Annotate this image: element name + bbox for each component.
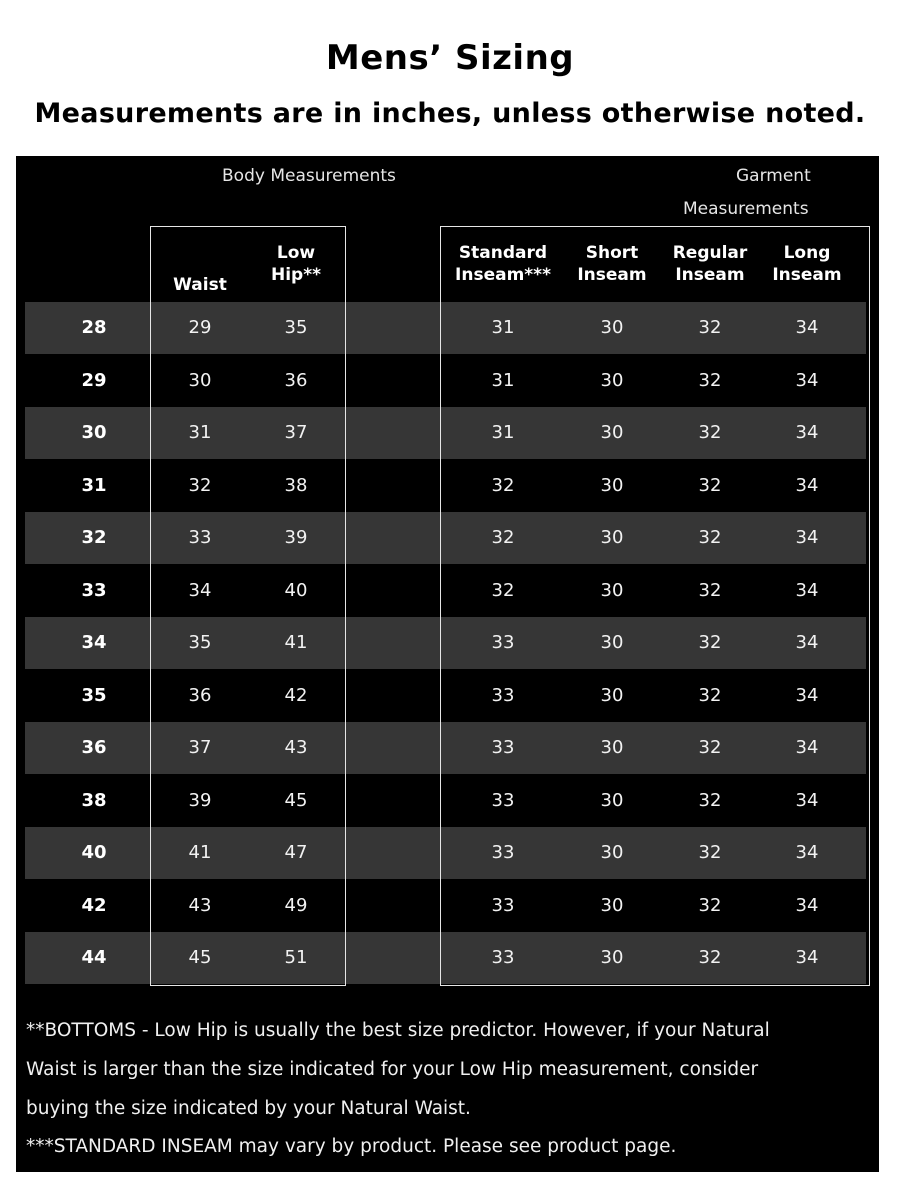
cell-short-inseam: 30 <box>600 369 624 391</box>
cell-low-hip: 43 <box>284 737 308 758</box>
cell-size: 30 <box>81 422 107 443</box>
cell-size: 35 <box>81 684 107 706</box>
column-header-short-inseam <box>572 242 652 286</box>
cell-size: 40 <box>81 842 107 863</box>
cell-standard-inseam: 33 <box>491 789 515 811</box>
cell-short-inseam: 30 <box>600 789 624 811</box>
cell-size: 29 <box>81 369 107 391</box>
cell-size: 38 <box>81 789 107 811</box>
cell-size: 44 <box>81 947 107 968</box>
cell-low-hip: 47 <box>284 842 308 863</box>
column-header-standard-inseam-line2: Inseam*** <box>455 265 551 285</box>
cell-waist: 31 <box>188 422 212 443</box>
cell-long-inseam: 34 <box>795 474 819 496</box>
cell-waist: 29 <box>188 317 212 338</box>
cell-short-inseam: 30 <box>600 947 624 968</box>
cell-waist: 41 <box>188 842 212 863</box>
cell-standard-inseam: 32 <box>491 579 515 601</box>
cell-low-hip: 51 <box>284 947 308 968</box>
cell-long-inseam: 34 <box>795 317 819 338</box>
cell-waist: 33 <box>188 527 212 548</box>
cell-waist: 35 <box>188 632 212 653</box>
cell-short-inseam: 30 <box>600 684 624 706</box>
cell-low-hip: 41 <box>284 632 308 653</box>
cell-long-inseam: 34 <box>795 737 819 758</box>
cell-standard-inseam: 33 <box>491 737 515 758</box>
cell-size: 28 <box>81 317 107 338</box>
cell-regular-inseam: 32 <box>698 789 722 811</box>
cell-long-inseam: 34 <box>795 579 819 601</box>
cell-waist: 30 <box>188 369 212 391</box>
column-header-long-inseam-line1: Long <box>783 243 831 263</box>
cell-long-inseam: 34 <box>795 947 819 968</box>
cell-standard-inseam: 32 <box>491 527 515 548</box>
cell-long-inseam: 34 <box>795 369 819 391</box>
cell-size: 42 <box>81 894 107 916</box>
column-header-regular-inseam <box>665 242 755 286</box>
column-header-standard-inseam-line1: Standard <box>458 243 548 263</box>
cell-regular-inseam: 32 <box>698 947 722 968</box>
cell-short-inseam: 30 <box>600 737 624 758</box>
cell-short-inseam: 30 <box>600 894 624 916</box>
cell-standard-inseam: 33 <box>491 842 515 863</box>
cell-short-inseam: 30 <box>600 579 624 601</box>
cell-standard-inseam: 33 <box>491 684 515 706</box>
column-header-low-hip-line1: Low <box>276 243 316 263</box>
footnote-line-4: ***STANDARD INSEAM may vary by product. Please see product page. <box>26 1136 677 1157</box>
cell-long-inseam: 34 <box>795 789 819 811</box>
cell-waist: 37 <box>188 737 212 758</box>
cell-standard-inseam: 31 <box>491 317 515 338</box>
garment-measurements-label-line2: Measurements <box>683 199 809 219</box>
cell-regular-inseam: 32 <box>698 579 722 601</box>
cell-waist: 32 <box>188 474 212 496</box>
garment-measurements-label-line1: Garment <box>736 166 811 186</box>
cell-regular-inseam: 32 <box>698 684 722 706</box>
cell-standard-inseam: 33 <box>491 947 515 968</box>
footnote-line-2: Waist is larger than the size indicated for your Low Hip measurement, consider <box>26 1059 759 1080</box>
cell-short-inseam: 30 <box>600 842 624 863</box>
cell-standard-inseam: 33 <box>491 632 515 653</box>
column-header-regular-inseam-line1: Regular <box>672 243 748 263</box>
cell-short-inseam: 30 <box>600 527 624 548</box>
cell-long-inseam: 34 <box>795 527 819 548</box>
cell-regular-inseam: 32 <box>698 317 722 338</box>
column-header-short-inseam-line2: Inseam <box>577 265 647 285</box>
cell-low-hip: 40 <box>284 579 308 601</box>
cell-low-hip: 42 <box>284 684 308 706</box>
cell-regular-inseam: 32 <box>698 369 722 391</box>
cell-long-inseam: 34 <box>795 842 819 863</box>
cell-standard-inseam: 32 <box>491 474 515 496</box>
cell-low-hip: 39 <box>284 527 308 548</box>
column-header-waist-line1 <box>160 252 240 274</box>
footnote-line-1: **BOTTOMS - Low Hip is usually the best size predictor. However, if your Natural <box>26 1020 770 1041</box>
cell-regular-inseam: 32 <box>698 474 722 496</box>
cell-regular-inseam: 32 <box>698 632 722 653</box>
cell-waist: 36 <box>188 684 212 706</box>
cell-short-inseam: 30 <box>600 474 624 496</box>
column-header-long-inseam-line2: Inseam <box>772 265 842 285</box>
cell-size: 31 <box>81 474 107 496</box>
cell-regular-inseam: 32 <box>698 894 722 916</box>
cell-low-hip: 38 <box>284 474 308 496</box>
cell-long-inseam: 34 <box>795 632 819 653</box>
cell-long-inseam: 34 <box>795 894 819 916</box>
cell-regular-inseam: 32 <box>698 422 722 443</box>
body-measurements-label: Body Measurements <box>222 166 396 186</box>
cell-standard-inseam: 31 <box>491 422 515 443</box>
cell-low-hip: 35 <box>284 317 308 338</box>
column-header-low-hip-line2: Hip** <box>270 265 321 285</box>
cell-regular-inseam: 32 <box>698 527 722 548</box>
cell-size: 33 <box>81 579 107 601</box>
cell-low-hip: 36 <box>284 369 308 391</box>
cell-waist: 43 <box>188 894 212 916</box>
column-header-short-inseam-line1: Short <box>585 243 639 263</box>
cell-size: 32 <box>81 527 107 548</box>
footnote-line-3: buying the size indicated by your Natural Waist. <box>26 1098 471 1119</box>
cell-short-inseam: 30 <box>600 632 624 653</box>
column-header-waist <box>160 252 240 296</box>
cell-low-hip: 37 <box>284 422 308 443</box>
column-header-long-inseam <box>767 242 847 286</box>
column-header-waist-line2: Waist <box>173 275 227 295</box>
cell-low-hip: 45 <box>284 789 308 811</box>
cell-long-inseam: 34 <box>795 422 819 443</box>
cell-size: 34 <box>81 632 107 653</box>
cell-waist: 39 <box>188 789 212 811</box>
cell-short-inseam: 30 <box>600 317 624 338</box>
cell-low-hip: 49 <box>284 894 308 916</box>
page-subtitle: Measurements are in inches, unless otherwise noted. <box>34 98 866 129</box>
cell-standard-inseam: 31 <box>491 369 515 391</box>
column-header-standard-inseam <box>448 242 558 286</box>
cell-regular-inseam: 32 <box>698 842 722 863</box>
cell-standard-inseam: 33 <box>491 894 515 916</box>
column-header-low-hip <box>256 242 336 286</box>
cell-size: 36 <box>81 737 107 758</box>
cell-waist: 45 <box>188 947 212 968</box>
cell-short-inseam: 30 <box>600 422 624 443</box>
cell-long-inseam: 34 <box>795 684 819 706</box>
column-header-regular-inseam-line2: Inseam <box>675 265 745 285</box>
cell-regular-inseam: 32 <box>698 737 722 758</box>
page-title: Mens’ Sizing <box>325 38 575 78</box>
cell-waist: 34 <box>188 579 212 601</box>
size-chart-table <box>16 156 879 1172</box>
